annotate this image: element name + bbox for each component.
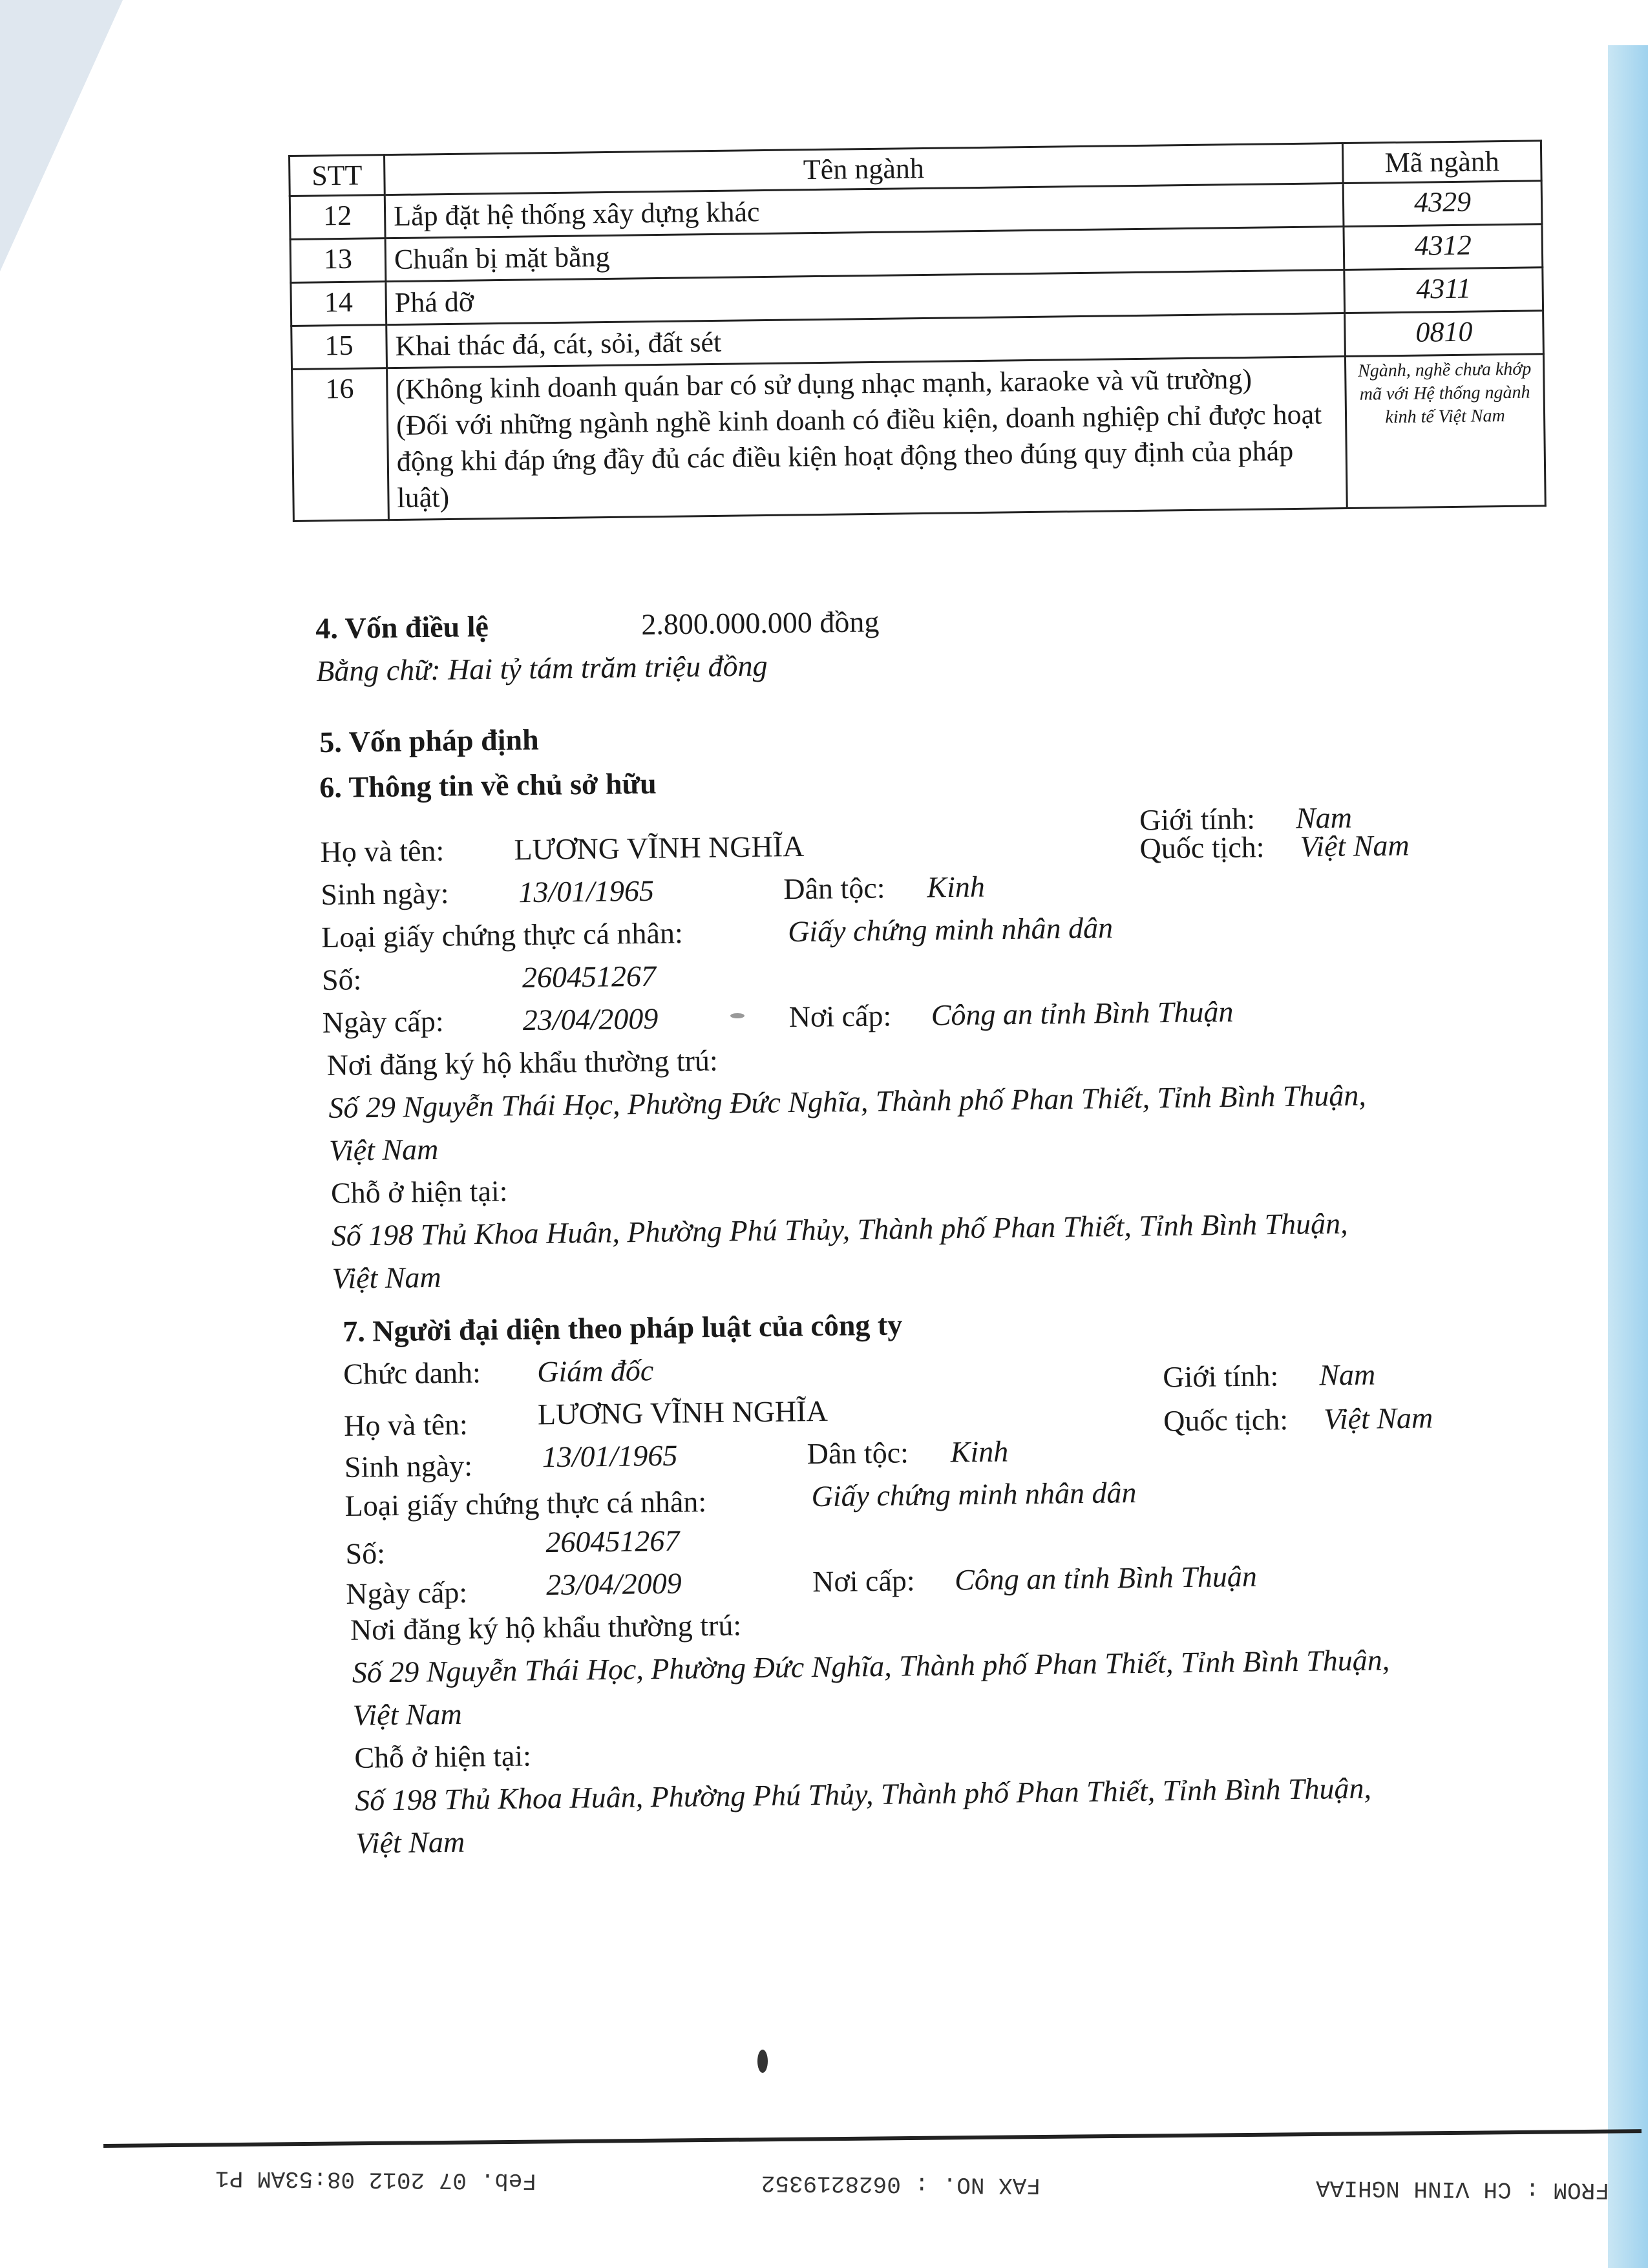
row-stt: 14	[291, 282, 386, 326]
rep-issue-place-label: Nơi cấp:	[812, 1564, 915, 1599]
rep-issue-place: Công an tỉnh Bình Thuận	[954, 1559, 1258, 1597]
owner-perm-line2: Việt Nam	[328, 1132, 439, 1167]
fax-date: Feb. 07 2012 08:53AM P1	[215, 2165, 537, 2194]
rep-gender-label: Giới tính:	[1163, 1359, 1279, 1394]
fax-from: FROM : CH VINH NGHIAA	[1316, 2174, 1610, 2204]
owner-curr-label: Chỗ ở hiện tại:	[330, 1174, 508, 1210]
row-stt: 13	[290, 238, 386, 283]
owner-name: LƯƠNG VĨNH NGHĨA	[514, 829, 805, 866]
rep-perm-label: Nơi đăng ký hộ khẩu thường trú:	[350, 1608, 742, 1646]
row-code: 4311	[1344, 268, 1543, 313]
owner-nationality-label: Quốc tịch:	[1139, 830, 1265, 865]
owner-nationality: Việt Nam	[1300, 828, 1410, 863]
owner-perm-label: Nơi đăng ký hộ khẩu thường trú:	[326, 1044, 718, 1082]
owner-issue-place: Công an tỉnh Bình Thuận	[931, 994, 1234, 1032]
owner-ethnic-label: Dân tộc:	[783, 871, 885, 906]
row-name-line1: (Không kinh doanh quán bar có sử dụng nhạc mạnh, karaoke và vũ trường)	[396, 362, 1252, 405]
rep-nationality: Việt Nam	[1323, 1401, 1433, 1436]
legal-capital-heading: 5. Vốn pháp định	[319, 722, 539, 759]
owner-gender: Nam	[1295, 801, 1353, 835]
owner-gender-label: Giới tính:	[1139, 802, 1256, 837]
owner-id-type: Giấy chứng minh nhân dân	[787, 911, 1114, 949]
owner-curr-line1: Số 198 Thủ Khoa Huân, Phường Phú Thủy, Thành phố Phan Thiết, Tỉnh Bình Thuận,	[331, 1206, 1348, 1252]
scan-speck	[757, 2050, 768, 2073]
row-name	[387, 357, 1347, 520]
rep-id-no: 260451267	[545, 1524, 680, 1559]
row-name: Phá dỡ	[386, 270, 1345, 325]
row-stt: 16	[292, 368, 389, 521]
rep-dob: 13/01/1965	[542, 1438, 678, 1474]
scan-speck	[730, 1013, 745, 1018]
rep-issue-date: 23/04/2009	[545, 1566, 682, 1602]
owner-id-type-label: Loại giấy chứng thực cá nhân:	[321, 916, 683, 954]
table-row	[292, 354, 1546, 521]
owner-curr-line2: Việt Nam	[332, 1260, 442, 1295]
rep-curr-line2: Việt Nam	[355, 1825, 465, 1860]
header-stt: STT	[290, 155, 385, 196]
row-code: 0810	[1345, 311, 1544, 357]
row-code-note: Ngành, nghề chưa khớp mã với Hệ thống ngành kinh tế Việt Nam	[1345, 354, 1545, 509]
row-name-line2: (Đối với những ngành nghề kinh doanh có điều kiện, doanh nghiệp chỉ được hoạt động khi đáp ứng đầy đủ các điều kiện hoạt động theo đúng quy định của pháp luật)	[396, 398, 1322, 514]
rep-perm-line2: Việt Nam	[352, 1697, 463, 1732]
row-name: Chuẩn bị mặt bằng	[385, 227, 1344, 282]
rep-curr-line1: Số 198 Thủ Khoa Huân, Phường Phú Thủy, Thành phố Phan Thiết, Tỉnh Bình Thuận,	[354, 1771, 1372, 1817]
owner-id-no-label: Số:	[321, 963, 362, 996]
row-stt: 12	[290, 195, 385, 240]
rep-issue-date-label: Ngày cấp:	[346, 1575, 468, 1610]
owner-heading: 6. Thông tin về chủ sở hữu	[319, 766, 657, 804]
row-name: Khai thác đá, cát, sỏi, đất sét	[386, 313, 1346, 368]
fax-header-line	[97, 2152, 1635, 2204]
fax-number: FAX NO. : 0628219352	[761, 2169, 1041, 2199]
charter-capital-section	[315, 594, 1544, 694]
rep-title: Giám đốc	[536, 1354, 654, 1389]
header-code: Mã ngành	[1342, 141, 1541, 184]
legal-rep-section	[343, 1296, 1596, 1866]
owner-section	[319, 752, 1586, 1301]
rep-heading: 7. Người đại diện theo pháp luật của công ty	[343, 1308, 903, 1348]
rep-id-type-label: Loại giấy chứng thực cá nhân:	[344, 1485, 707, 1522]
row-code: 4329	[1343, 181, 1542, 227]
owner-dob: 13/01/1965	[518, 874, 655, 909]
rep-ethnic: Kinh	[950, 1434, 1009, 1469]
rep-dob-label: Sinh ngày:	[344, 1449, 473, 1484]
charter-capital-heading: 4. Vốn điều lệ	[315, 609, 489, 645]
owner-perm-line1: Số 29 Nguyễn Thái Học, Phường Đức Nghĩa, Thành phố Phan Thiết, Tỉnh Bình Thuận,	[328, 1078, 1367, 1124]
owner-name-label: Họ và tên:	[320, 834, 445, 868]
fax-header-rule	[103, 2129, 1642, 2148]
header-name: Tên ngành	[385, 143, 1344, 195]
owner-issue-date: 23/04/2009	[522, 1002, 659, 1037]
scanner-edge-strip	[1608, 45, 1648, 2268]
rep-title-label: Chức danh:	[343, 1356, 481, 1391]
rep-perm-line1: Số 29 Nguyễn Thái Học, Phường Đức Nghĩa, Thành phố Phan Thiết, Tỉnh Bình Thuận,	[352, 1643, 1390, 1689]
rep-gender: Nam	[1318, 1358, 1376, 1392]
rep-nationality-label: Quốc tịch:	[1163, 1403, 1289, 1438]
rep-curr-label: Chỗ ở hiện tại:	[354, 1739, 532, 1774]
charter-capital-amount: 2.800.000.000 đồng	[641, 605, 880, 641]
business-codes-table	[288, 140, 1547, 522]
rep-name: LƯƠNG VĨNH NGHĨA	[537, 1394, 829, 1431]
rep-name-label: Họ và tên:	[343, 1407, 469, 1442]
charter-capital-words: Bằng chữ: Hai tỷ tám trăm triệu đồng	[315, 649, 768, 688]
owner-id-no: 260451267	[522, 959, 657, 994]
owner-issue-date-label: Ngày cấp:	[322, 1004, 444, 1039]
owner-issue-place-label: Nơi cấp:	[788, 999, 892, 1034]
owner-dob-label: Sinh ngày:	[321, 876, 449, 911]
legal-capital-section	[319, 722, 539, 765]
owner-ethnic: Kinh	[927, 870, 986, 904]
rep-ethnic-label: Dân tộc:	[807, 1436, 909, 1471]
row-stt: 15	[291, 325, 387, 370]
row-name: Lắp đặt hệ thống xây dựng khác	[385, 184, 1344, 238]
rep-id-type: Giấy chứng minh nhân dân	[811, 1476, 1137, 1513]
rep-id-no-label: Số:	[345, 1537, 386, 1570]
row-code: 4312	[1344, 224, 1543, 270]
